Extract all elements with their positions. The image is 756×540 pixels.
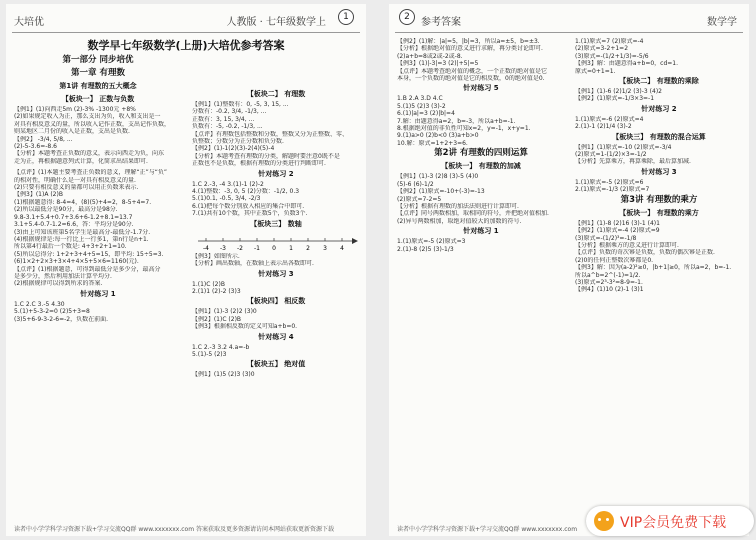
right-page — [389, 4, 749, 536]
page-number: 1 — [338, 9, 354, 25]
answer-line: 10.解：原式=1+2+3=6. — [397, 139, 468, 147]
answer-line: (3)原式=2³-3²=8-9=-1. — [575, 278, 643, 286]
block-heading: 【板块三】 有理数的混合运算 — [612, 132, 706, 141]
chat-bubble-icon — [594, 511, 614, 531]
answer-line: 9.8-3.1+5.4+0.7+3.6+6-1.2+8.1=13.7 — [14, 213, 133, 221]
answer-line: 7.解：由题意得a=2，b=-3，所以a+b=-1. — [397, 117, 516, 125]
answer-line: 1.B 2.A 3.D 4.C — [397, 95, 443, 103]
answer-line: 【例1】(1)-3 (2)8 (3)-5 (4)0 — [397, 173, 479, 181]
chapter-heading: 第一章 有理数 — [71, 68, 125, 78]
left-page-header — [12, 4, 360, 33]
axis-tick-label: 1 — [289, 244, 293, 252]
answer-line: 【例1】(1)5 (2)3 (3)0 — [192, 371, 255, 379]
left-page — [6, 4, 366, 536]
block-heading: 【板块二】 有理数 — [246, 90, 306, 98]
answer-line: (2)原式=1-(1/2)×3=-1/2 — [575, 151, 647, 159]
axis-tick-label: 3 — [323, 244, 327, 252]
answer-line: (2)a+b=8或2或-2或-8. — [397, 52, 463, 60]
answer-line: 【例1】(1)原式=-10 (2)原式=-3/4 — [575, 143, 672, 151]
answer-line: 所以a^b=2^(-1)=1/2. — [575, 271, 641, 279]
answer-line: 【例1】(1)-3 (2)2 (3)0 — [192, 308, 257, 316]
answer-line: 【例2】(1)原式=-4 (2)原式=9 — [575, 227, 660, 235]
answer-line: 【例1】(1)整数有：0, -5, 3, 15, ... — [192, 101, 289, 108]
answer-line: 【例2】(1)原式=-10+(-3)=-13 — [397, 188, 485, 196]
axis-tick-label: -3 — [220, 244, 226, 252]
axis-tick-label: -1 — [254, 244, 260, 252]
answer-line: 【例4】(1)10 (2)-1 (3)1 — [575, 286, 644, 294]
part-heading: 第一部分 同步培优 — [62, 55, 134, 65]
answer-line: (2)只要有相反意义的量都可以用正负数来表示. — [14, 184, 139, 192]
answer-line: 【例3】解：因为(a-2)²≥0，|b+1|≥0，所以a=2，b=-1. — [575, 264, 732, 272]
answer-line: 【例1】(1)向西走5m (2)-3% -1300元 +8% — [14, 106, 136, 113]
answer-line: 6.(1)|a|=3 (2)|b|=4 — [397, 110, 455, 118]
answer-line: 【分析】根据绝对值的意义进行求解，再分类讨论即可. — [397, 45, 543, 53]
answer-line: 5.(1)5 (2)3 (3)-2 — [397, 102, 446, 110]
page-number: 2 — [399, 9, 415, 25]
answer-line: 【例3】如图所示. — [192, 252, 240, 260]
answer-line: 【例2】(1)C (2)B — [192, 315, 242, 323]
answer-line: 【例3】解：由题意得a+b=0，cd=1. — [575, 60, 679, 68]
right-page-header — [395, 4, 743, 33]
block-heading: 【板块二】 有理数的乘除 — [619, 77, 699, 86]
answer-line: 【例2】(1)-1(2)(3)-2(4)(5)-4 — [192, 145, 275, 153]
exercise-heading: 针对练习 5 — [463, 84, 499, 93]
answer-line: 负整数；分数分为正分数和负分数. — [192, 138, 284, 146]
answer-line: 6.(1)把每个数分别放入相应的集合中即可. — [192, 202, 305, 210]
answer-line: 1.(1)原式=-6 (2)原式=4 — [575, 115, 644, 123]
answer-line: 1.C 2.-3, -4 3.(1)-1 (2)-2 — [192, 180, 264, 188]
answer-line: 5.(1)+5-3-2=0 (2)5+3=8 — [14, 308, 90, 316]
exercise-heading: 针对练习 2 — [258, 169, 294, 178]
answer-line: 1.C 2.-3 3.2 4.a=-b — [192, 343, 250, 351]
lesson-heading: 第3讲 有理数的乘方 — [620, 194, 698, 205]
answer-line: 【例3】(1)|-3|=3 (2)|+5|=5 — [397, 60, 479, 68]
block-heading: 【板块三】 数轴 — [250, 219, 302, 228]
answer-line: 【例2】(1)原式=-1/3×3=-1 — [575, 95, 655, 103]
answer-line: (2)-5-3.6=-8.6 — [14, 143, 57, 151]
answer-line: (2)如果规定收入为正，那么支出为负，收入和支出是一 — [14, 113, 161, 121]
axis-tick-label: -2 — [237, 244, 243, 252]
answer-line: 【分析】先算乘方，再算乘除，最后算加减. — [575, 158, 691, 166]
answer-line: 是多少分，然后利用加法计算平均分. — [14, 272, 112, 280]
page-footer: 读者中小学学科学习资源下载+学习交流QQ群 www.xxxxxxx.com — [397, 526, 578, 533]
block-heading: 【板块一】 有理数的加减 — [441, 162, 521, 171]
answer-line: 的相对性，明确什么是一对具有相反意义的量. — [14, 176, 136, 184]
answer-line: 【例2】(1)解：|a|=5，|b|=3，所以a=±5，b=±3. — [397, 38, 540, 45]
block-heading: 【板块四】 相反数 — [246, 297, 306, 306]
answer-line: 【点评】(1)根据题意，可得到最低分是多少分，最高分 — [14, 265, 161, 273]
answer-line: 2.(1)-8 (2)5 (3)-1/3 — [397, 245, 454, 253]
answer-line: (2)根据规律可以得到所求的答案. — [14, 280, 103, 288]
answer-line: 4.(1)整数：-3, 0, 5 (2)分数：-1/2, 0.3 — [192, 188, 300, 196]
answer-line: 【分析】本题考查正负数的意义，表示向西走为负，向东 — [14, 150, 165, 158]
axis-tick-label: 0 — [272, 244, 276, 252]
answer-line: 2.(1)-1 (2)1/4 (3)-2 — [575, 123, 632, 131]
header-series-title: 大培优 — [14, 17, 44, 28]
left-column — [397, 38, 565, 253]
answer-line: 2.(1)原式=-1/3 (2)原式=7 — [575, 186, 650, 194]
axis-tick-label: 4 — [340, 244, 344, 252]
header-book-title: 人教版 · 七年级数学上 — [226, 17, 326, 28]
answer-line: 1.(1)C (2)B — [192, 280, 225, 288]
answer-line: (5)-6 (6)-1/2 — [397, 180, 434, 188]
answer-line: 原式=0+1=1. — [575, 67, 616, 75]
answer-line: 【分析】本题考查有理数的分类，解题时要注意0既不是 — [192, 152, 340, 160]
answer-line: 所以第4行最后一个数是: 4+3+2+1=10. — [14, 243, 127, 251]
vip-download-label: VIP会员免费下载 — [620, 515, 727, 531]
lesson-heading: 第2讲 有理数的四则运算 — [434, 148, 528, 159]
block-heading: 【板块一】 正数与负数 — [61, 95, 135, 103]
answer-line: 【点评】同号两数相加，取相同的符号，并把绝对值相加. — [397, 210, 549, 218]
answer-line: 【例1】(1)-8 (2)16 (3)-1 (4)1 — [575, 219, 660, 227]
block-heading: 【板块一】 有理数的乘方 — [619, 208, 699, 217]
answer-line: (6)1×2+2×3+3×4+4×5+5×6=1160(元). — [14, 258, 139, 266]
answer-line: (2)0的任何正整数次幂都是0. — [575, 256, 654, 264]
lesson-heading: 第1讲 有理数的五大概念 — [59, 82, 137, 90]
answer-line: 8.根据绝对值的非负性可知x=2，y=-1，x+y=1. — [397, 125, 531, 133]
answer-line: 1.(1)原式=-5 (2)原式=3 — [397, 238, 466, 246]
answer-line: (1)根据题意得: 8-4=4，(8)(5)+4=2，8-5+4=7. — [14, 198, 152, 206]
vip-download-badge[interactable] — [586, 506, 754, 536]
answer-line: 【分析】根据乘方的意义进行计算即可. — [575, 241, 679, 249]
answer-line: 【分析】根据有理数的加法法则进行计算即可. — [397, 202, 519, 210]
answer-line: 9.(1)a>0 (2)b<0 (3)a+b>0 — [397, 132, 479, 140]
answer-line: 本身，一个负数的绝对值是它的相反数，0的绝对值是0. — [397, 75, 545, 83]
answer-line: (2)原式=3-2+1=2 — [575, 45, 629, 53]
axis-tick-label: 2 — [306, 244, 310, 252]
answer-line: 【点评】有理数包括整数和分数，整数又分为正整数、零、 — [192, 130, 349, 138]
answer-line: 【分析】画出数轴，在数轴上表示出各数即可. — [192, 260, 314, 268]
block-heading: 【板块五】 绝对值 — [246, 360, 306, 369]
answer-line: 【点评】本题考查绝对值的概念，一个正数的绝对值是它 — [397, 67, 548, 75]
answer-line: (5)所以总得分: 1+2+3+4+5=15，即平均: 15÷5=3. — [14, 250, 164, 258]
answer-line: (3)5+6-9-3-2-6=-2，负数在前面. — [14, 315, 109, 323]
number-line-figure — [192, 231, 360, 253]
axis-tick-label: -4 — [203, 244, 209, 252]
answer-line: 【例1】(1)-6 (2)1/2 (3)-3 (4)2 — [575, 88, 662, 96]
exercise-heading: 针对练习 1 — [80, 289, 116, 298]
right-column — [192, 88, 360, 379]
answer-line: 正数有：3, 15, 3/4, ... — [192, 115, 255, 123]
header-subject: 数学学 — [707, 17, 737, 28]
answer-line: 7.(1)共有10个数，其中正数5个，负数3个. — [192, 210, 308, 218]
answer-line: 1.C 2.C 3.-5 4.30 — [14, 300, 65, 308]
answer-line: 分数有：-0.2, 3/4, -1/3, ... — [192, 108, 267, 116]
answer-line: (2)异号两数相加，取绝对值较大的加数的符号. — [397, 217, 522, 225]
answer-line: 1.(1)原式=-5 (2)原式=6 — [575, 178, 644, 186]
answer-line: (3)原式=-(1/2)³=-1/8 — [575, 234, 637, 242]
answer-line: (3)原式=-(1/2+1/3)=-5/6 — [575, 52, 649, 60]
answer-line: 走为正，再根据题意列式计算，化简求出结果即可. — [14, 157, 148, 165]
answer-line: 【点评】负数的奇次幂是负数，负数的偶次幂是正数. — [575, 249, 715, 257]
answer-line: 则某地区二月份的收入是正数，支出是负数. — [14, 128, 130, 136]
answer-line: (3)由上可知该班第5名学生是最高分-最低分-1.7分. — [14, 228, 151, 236]
answer-key-title: 数学早七年级数学(上册)大培优参考答案 — [87, 39, 285, 52]
answer-line: 正数也不是负数，根据有理数的分类进行判断即可. — [192, 160, 326, 168]
answer-line: 【点评】(1)本题主要考查正负数的意义，理解“正”与“负” — [14, 169, 167, 177]
exercise-heading: 针对练习 4 — [258, 332, 294, 341]
exercise-heading: 针对练习 3 — [258, 269, 294, 278]
answer-line: 5.(1)0.1, -0.5, 3/4, -2/3 — [192, 195, 261, 203]
exercise-heading: 针对练习 2 — [641, 104, 677, 113]
answer-line: (2)所以最低分是90分，最高分是98分. — [14, 206, 118, 214]
answer-line: 【例3】根据相反数的定义可知a+b=0. — [192, 323, 298, 331]
answer-line: 负数有：-5, -0.2, -1/3, ... — [192, 123, 263, 131]
exercise-heading: 针对练习 3 — [641, 167, 677, 176]
exercise-heading: 针对练习 1 — [463, 227, 499, 236]
answer-line: 对具有相反意义的量，所以收入记作正数，支出记作负数， — [14, 120, 171, 128]
answer-line: 1.(1)原式=7 (2)原式=-4 — [575, 38, 644, 45]
answer-line: 3.1+5.4-0.7-1.2=6.6，答：平均分是90分. — [14, 221, 134, 229]
answer-line: 【例3】(1)A (2)B — [14, 191, 63, 199]
right-column — [575, 38, 743, 294]
answer-line: 5.(1)-5 (2)3 — [192, 350, 227, 358]
answer-line: 【例2】 -3/4, 5/8, ... — [14, 135, 73, 143]
answer-line: 2.(1)1 (2)-2 (3)3 — [192, 287, 241, 295]
answer-line: (4)根据规律是:每一行比上一行多1，第n行是n+1. — [14, 235, 149, 243]
page-footer: 读者中小学学科学习资源下载+学习交流QQ群 www.xxxxxxx.com 答案获取及更多资源请访问本网站获取更新资源下载 — [14, 526, 334, 533]
header-section-title: 参考答案 — [421, 17, 461, 28]
answer-line: (2)原式=7-2=5 — [397, 195, 442, 203]
